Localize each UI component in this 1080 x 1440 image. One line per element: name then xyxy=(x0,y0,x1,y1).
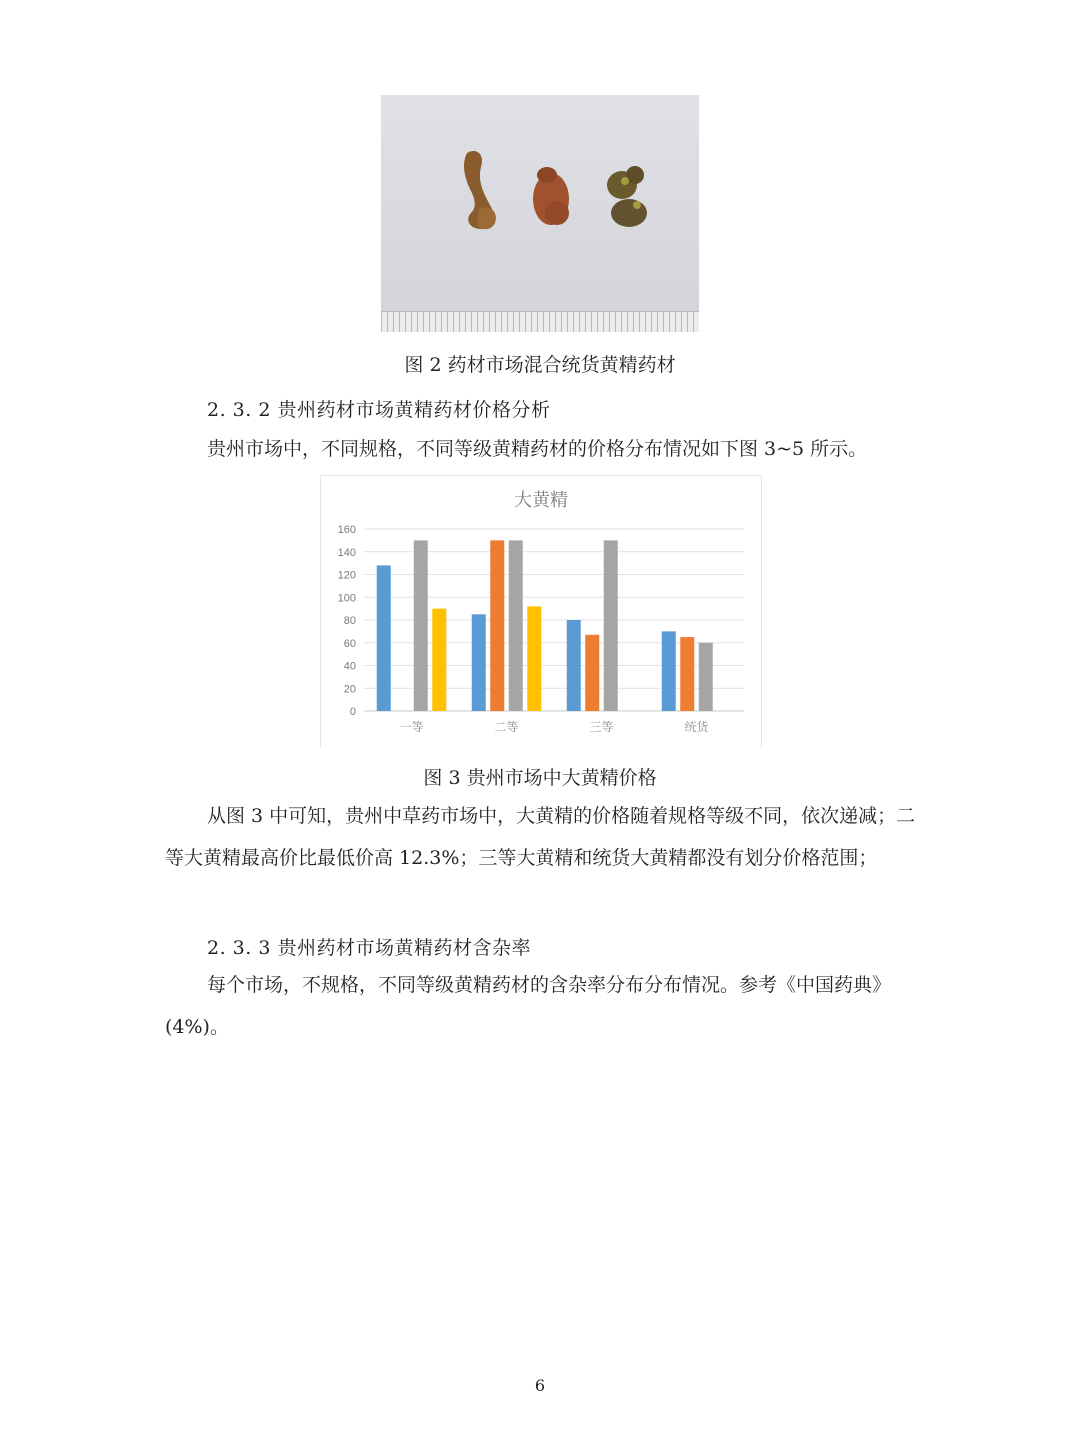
y-tick-label: 80 xyxy=(343,615,356,627)
y-tick-label: 100 xyxy=(337,592,356,605)
herb-specimen-photo xyxy=(381,95,699,332)
section-2-3-2-heading: 2. 3. 2 贵州药材市场黄精药材价格分析 xyxy=(207,399,551,421)
bar-series-4-一等 xyxy=(432,609,446,711)
intro-paragraph: 贵州市场中，不同规格，不同等级黄精药材的价格分布情况如下图 3~5 所示。 xyxy=(207,438,868,460)
y-tick-label: 20 xyxy=(343,683,356,696)
section-2-3-3-heading: 2. 3. 3 贵州药材市场黄精药材含杂率 xyxy=(207,937,531,959)
bar-series-2-三等 xyxy=(585,635,599,711)
bar-series-3-一等 xyxy=(414,540,428,711)
bar-series-2-统货 xyxy=(680,637,694,711)
figure-2-caption: 图 2 药材市场混合统货黄精药材 xyxy=(404,354,676,376)
x-tick-label: 二等 xyxy=(494,720,519,734)
bar-series-4-二等 xyxy=(527,606,541,711)
y-tick-label: 120 xyxy=(337,569,356,582)
y-tick-label: 60 xyxy=(343,637,356,650)
price-chart-frame xyxy=(320,475,762,748)
page-number: 6 xyxy=(534,1376,546,1395)
y-tick-label: 160 xyxy=(337,524,356,536)
herb-specimens-drawing xyxy=(381,95,699,332)
figure-3-caption: 图 3 贵州市场中大黄精价格 xyxy=(423,767,657,789)
x-tick-label: 统货 xyxy=(684,720,709,734)
y-tick-label: 0 xyxy=(349,706,356,718)
bar-series-3-三等 xyxy=(604,540,618,711)
bar-series-3-统货 xyxy=(699,643,713,711)
impurity-paragraph xyxy=(165,964,917,1048)
analysis-paragraph xyxy=(165,795,917,879)
bar-series-1-二等 xyxy=(472,614,486,711)
analysis-text: 从图 3 中可知，贵州中草药市场中，大黄精的价格随着规格等级不同，依次递减；二等大黄精最高价比最低价高 12.3%；三等大黄精和统货大黄精都没有划分价格范围； xyxy=(165,805,916,869)
x-tick-label: 三等 xyxy=(589,720,614,734)
bar-series-1-统货 xyxy=(662,631,676,711)
bar-series-1-三等 xyxy=(567,620,581,711)
bar-series-2-二等 xyxy=(490,540,504,711)
chart-title: 大黄精 xyxy=(514,490,568,510)
bar-series-3-二等 xyxy=(509,540,523,711)
impurity-text: 每个市场，不规格，不同等级黄精药材的含杂率分布分布情况。参考《中国药典》(4%)。 xyxy=(165,974,892,1038)
price-bar-chart xyxy=(321,476,761,748)
bar-series-1-一等 xyxy=(377,565,391,711)
measuring-ruler xyxy=(381,311,699,332)
y-tick-label: 40 xyxy=(343,660,356,673)
x-tick-label: 一等 xyxy=(399,720,424,734)
y-tick-label: 140 xyxy=(337,546,356,559)
